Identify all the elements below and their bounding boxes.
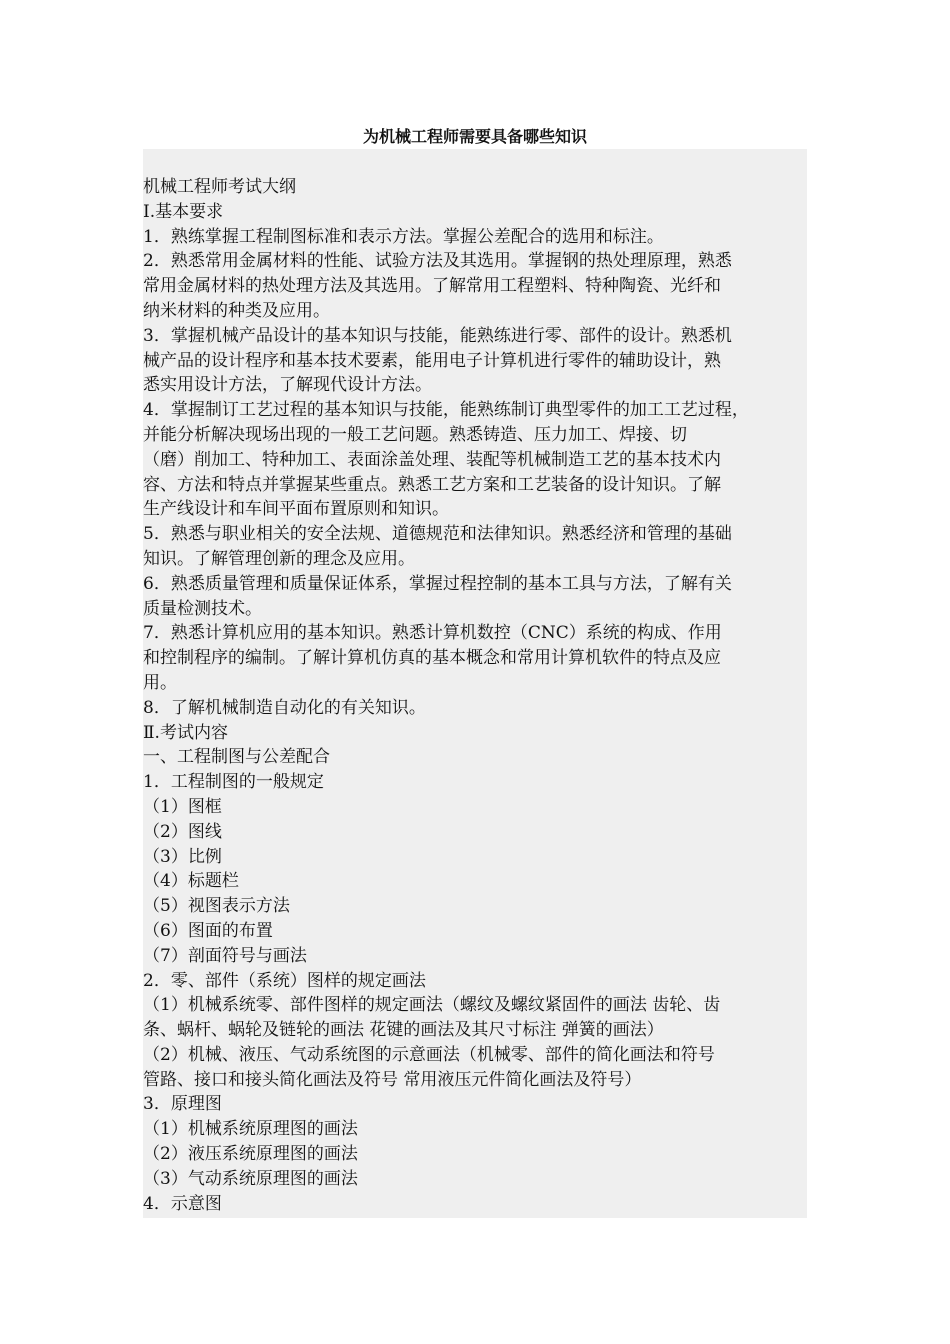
text-line: 3．掌握机械产品设计的基本知识与技能，能熟练进行零、部件的设计。熟悉机 — [143, 325, 732, 346]
text-line: Ⅱ.考试内容 — [143, 722, 228, 743]
text-line: 纳米材料的种类及应用。 — [143, 300, 330, 321]
text-line: 并能分析解决现场出现的一般工艺问题。熟悉铸造、压力加工、焊接、切 — [143, 424, 687, 445]
text-line: （1）机械系统零、部件图样的规定画法（螺纹及螺纹紧固件的画法 齿轮、齿 — [143, 995, 721, 1016]
text-line: 容、方法和特点并掌握某些重点。熟悉工艺方案和工艺装备的设计知识。了解 — [143, 474, 721, 495]
text-line: 条、蜗杆、蜗轮及链轮的画法 花键的画法及其尺寸标注 弹簧的画法） — [143, 1020, 664, 1041]
text-line: 6．熟悉质量管理和质量保证体系，掌握过程控制的基本工具与方法，了解有关 — [143, 573, 732, 594]
text-line: （2）液压系统原理图的画法 — [143, 1144, 358, 1165]
text-line: 4．掌握制订工艺过程的基本知识与技能，能熟练制订典型零件的加工工艺过程， — [143, 400, 749, 421]
text-line: （1）机械系统原理图的画法 — [143, 1119, 358, 1140]
text-line: （7）剖面符号与画法 — [143, 945, 307, 966]
text-line: 常用金属材料的热处理方法及其选用。了解常用工程塑料、特种陶瓷、光纤和 — [143, 276, 721, 297]
document-body — [143, 149, 807, 1218]
text-line: 生产线设计和车间平面布置原则和知识。 — [143, 499, 449, 520]
text-line: 用。 — [143, 672, 177, 693]
text-line: 5．熟悉与职业相关的安全法规、道德规范和法律知识。熟悉经济和管理的基础 — [143, 524, 732, 545]
text-line: 8．了解机械制造自动化的有关知识。 — [143, 697, 426, 718]
text-line: 2．零、部件（系统）图样的规定画法 — [143, 970, 426, 991]
text-line: 3．原理图 — [143, 1094, 222, 1115]
text-line: 4．示意图 — [143, 1193, 222, 1214]
text-line: 机械工程师考试大纲 — [143, 177, 296, 197]
text-line: 质量检测技术。 — [143, 598, 262, 619]
text-line: （2）图线 — [143, 821, 222, 842]
text-line: 一、工程制图与公差配合 — [143, 747, 330, 768]
text-line: （4）标题栏 — [143, 871, 239, 892]
document-title: 为机械工程师需要具备哪些知识 — [362, 127, 587, 146]
text-line: （3）比例 — [143, 846, 222, 867]
text-line: （1）图框 — [143, 796, 222, 817]
text-line: （3）气动系统原理图的画法 — [143, 1168, 358, 1189]
text-line: 1．工程制图的一般规定 — [143, 772, 324, 793]
text-line: （6）图面的布置 — [143, 920, 273, 941]
text-line: （5）视图表示方法 — [143, 896, 290, 917]
text-line: 2．熟悉常用金属材料的性能、试验方法及其选用。掌握钢的热处理原理，熟悉 — [143, 251, 732, 272]
text-line: 1．熟练掌握工程制图标准和表示方法。掌握公差配合的选用和标注。 — [143, 226, 664, 247]
text-line: 知识。了解管理创新的理念及应用。 — [143, 548, 415, 569]
text-line: （磨）削加工、特种加工、表面涂盖处理、装配等机械制造工艺的基本技术内 — [143, 449, 721, 470]
text-line: 和控制程序的编制。了解计算机仿真的基本概念和常用计算机软件的特点及应 — [143, 648, 721, 669]
text-line: （2）机械、液压、气动系统图的示意画法（机械零、部件的简化画法和符号 — [143, 1044, 715, 1065]
text-line: 悉实用设计方法，了解现代设计方法。 — [143, 375, 432, 396]
text-line: Ⅰ.基本要求 — [143, 201, 224, 222]
text-line: 管路、接口和接头简化画法及符号 常用液压元件简化画法及符号） — [143, 1069, 642, 1090]
text-line: 7．熟悉计算机应用的基本知识。熟悉计算机数控（CNC）系统的构成、作用 — [143, 623, 722, 644]
text-line: 械产品的设计程序和基本技术要素，能用电子计算机进行零件的辅助设计，熟 — [143, 350, 721, 371]
